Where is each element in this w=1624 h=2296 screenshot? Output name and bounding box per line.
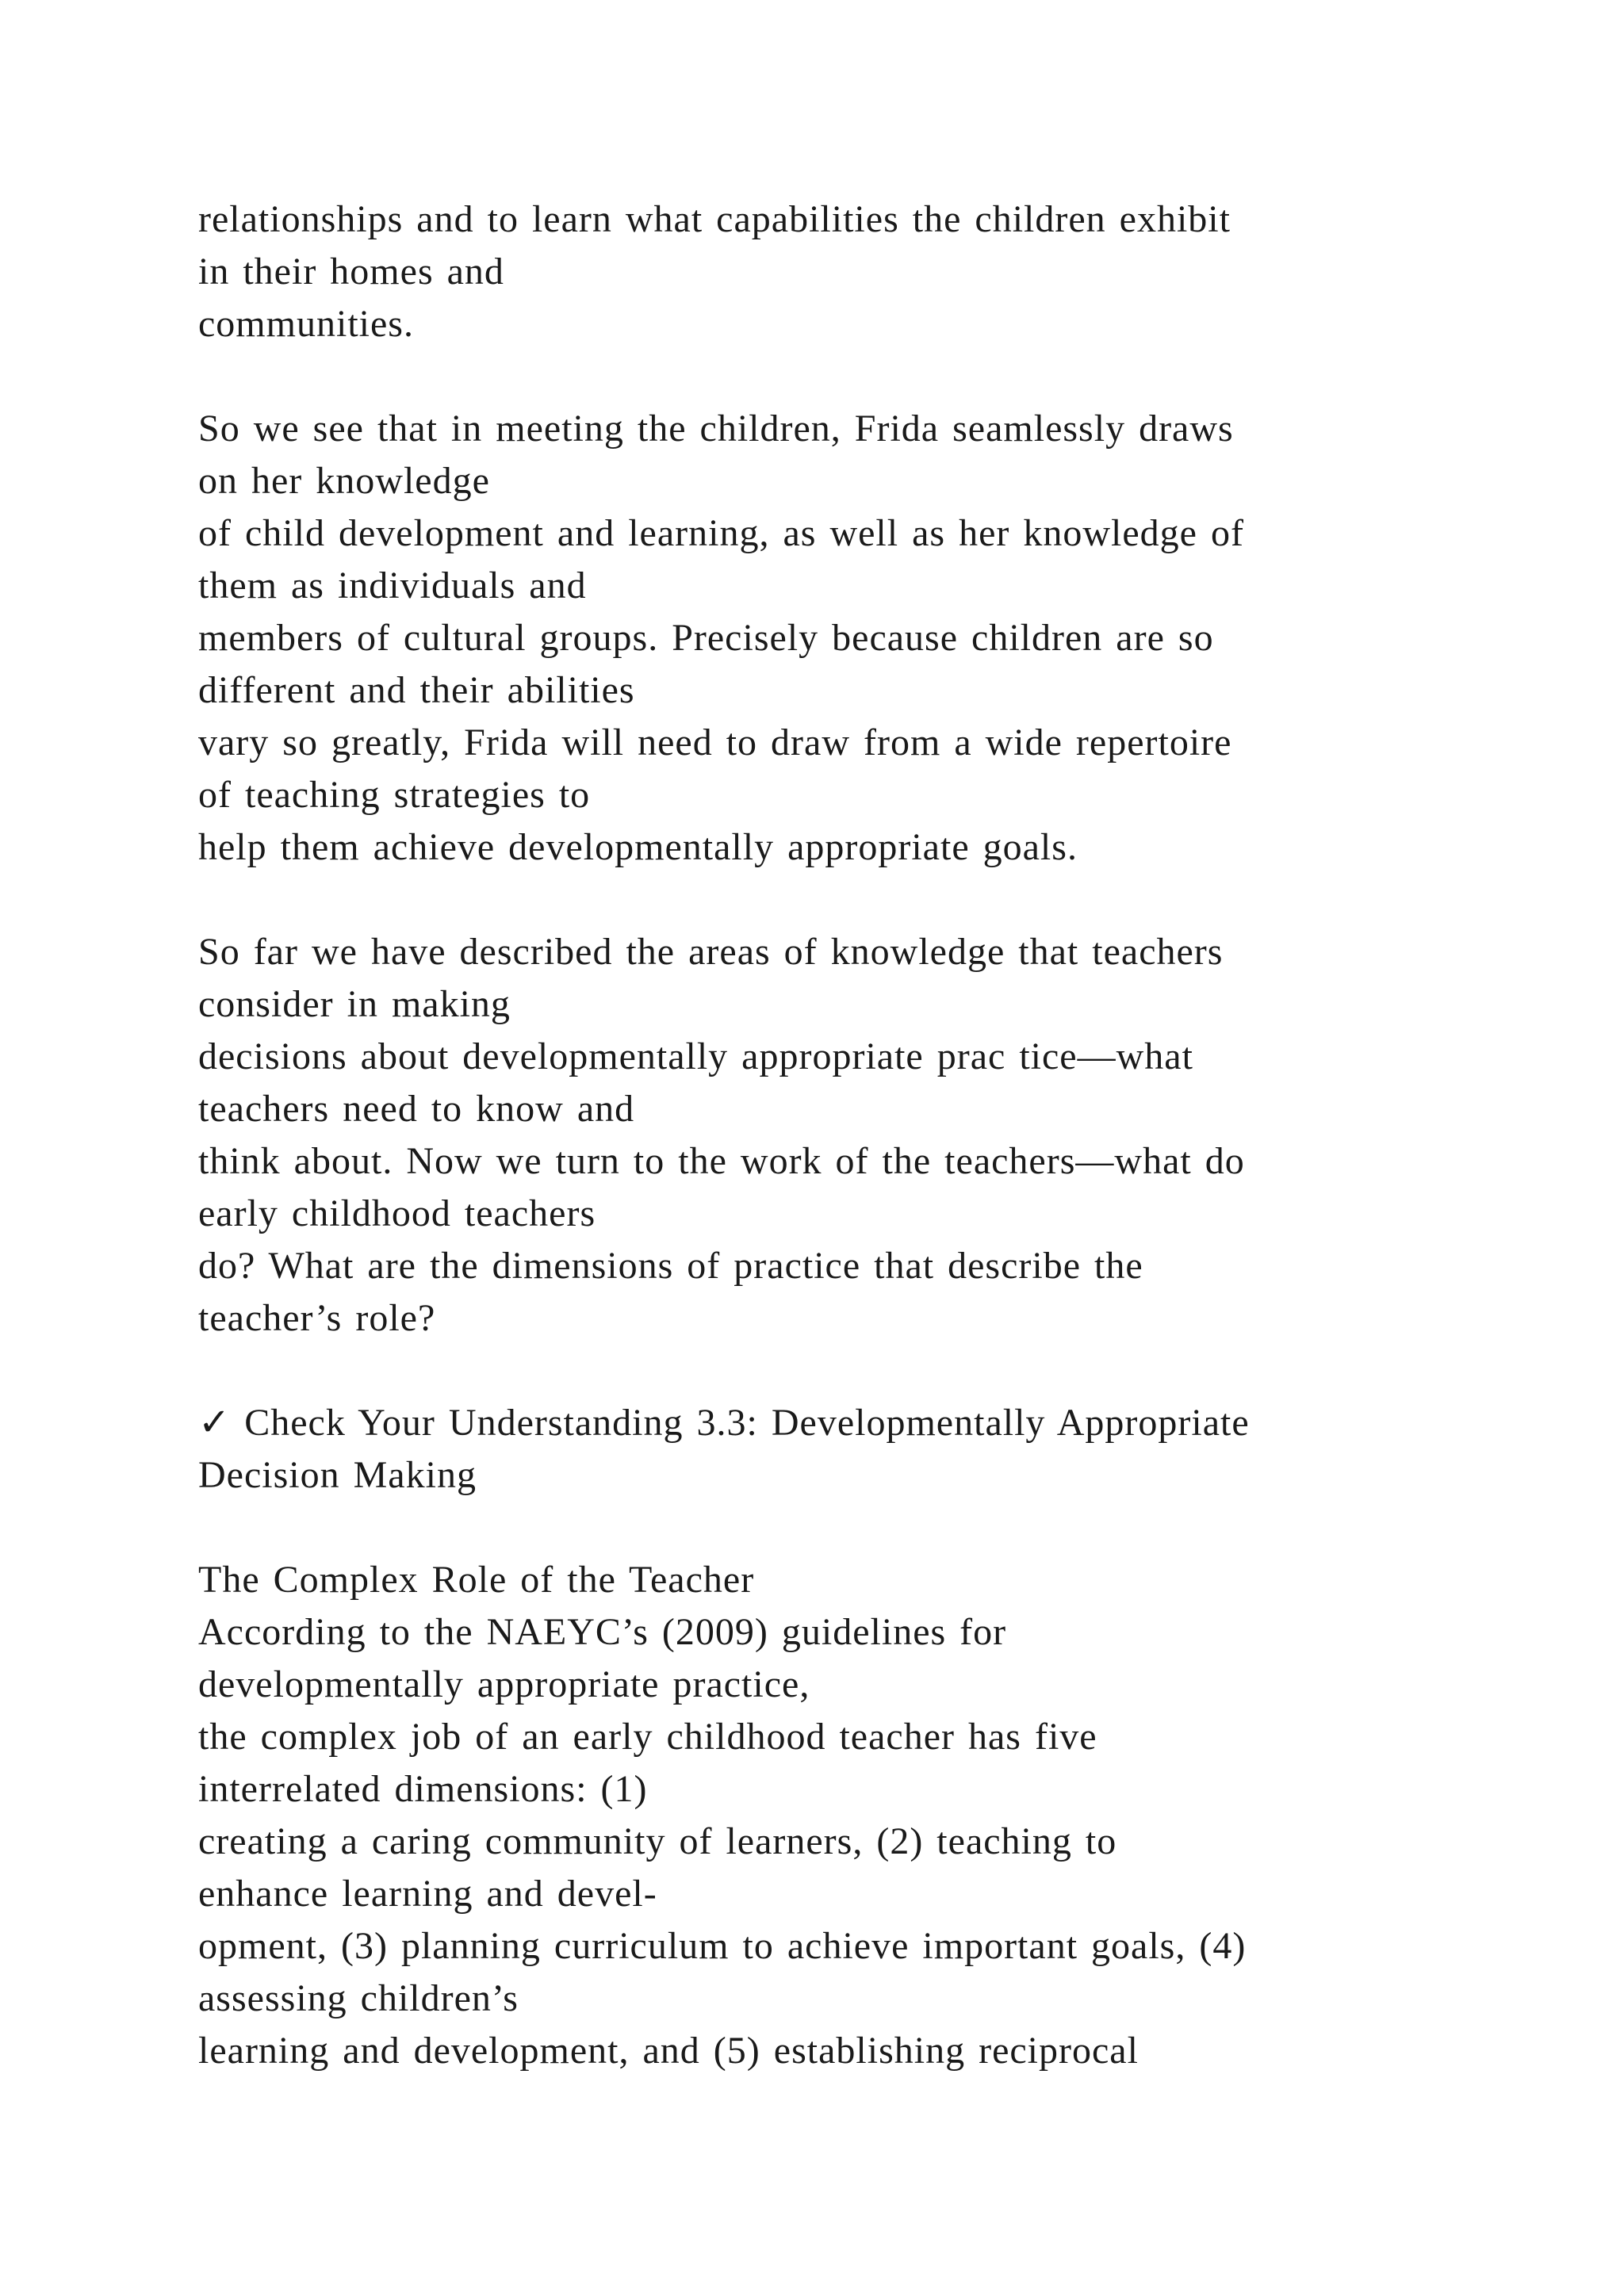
paragraph-gap <box>198 350 1483 403</box>
text-line: on her knowledge <box>198 460 490 502</box>
text-line: communities. <box>198 303 414 345</box>
text-line: opment, (3) planning curriculum to achieve important goals, (4) <box>198 1925 1247 1967</box>
text-line: the complex job of an early childhood teacher has five <box>198 1716 1097 1758</box>
paragraph-gap <box>198 1502 1483 1554</box>
text-line: in their homes and <box>198 251 504 293</box>
text-line: So far we have described the areas of knowledge that teachers <box>198 931 1224 973</box>
text-line: them as individuals and <box>198 564 587 607</box>
text-line: teachers need to know and <box>198 1088 635 1130</box>
text-line: interrelated dimensions: (1) <box>198 1768 648 1810</box>
text-line: early childhood teachers <box>198 1192 596 1234</box>
text-line: vary so greatly, Frida will need to draw from a wide repertoire <box>198 721 1232 763</box>
text-line: help them achieve developmentally appropriate goals. <box>198 826 1078 868</box>
text-line: creating a caring community of learners, (2) teaching to <box>198 1820 1117 1862</box>
paragraph-gap <box>198 874 1483 926</box>
paragraph <box>198 193 1483 350</box>
text-line: Decision Making <box>198 1454 477 1496</box>
text-line: ✓ Check Your Understanding 3.3: Developmentally Appropriate <box>198 1402 1250 1444</box>
paragraph <box>198 1554 1483 2077</box>
text-line: decisions about developmentally appropriate prac tice—what <box>198 1035 1193 1077</box>
paragraph-gap <box>198 1345 1483 1397</box>
text-line: enhance learning and devel- <box>198 1873 657 1915</box>
document-body <box>198 193 1483 2077</box>
text-line: assessing children’s <box>198 1977 519 2019</box>
text-line: teacher’s role? <box>198 1297 436 1339</box>
paragraph <box>198 926 1483 1345</box>
text-line: members of cultural groups. Precisely because children are so <box>198 617 1214 659</box>
text-line: of child development and learning, as well as her knowledge of <box>198 512 1244 554</box>
section-heading: The Complex Role of the Teacher <box>198 1559 755 1601</box>
paragraph <box>198 403 1483 874</box>
check-understanding-heading <box>198 1397 1483 1502</box>
text-line: do? What are the dimensions of practice that describe the <box>198 1245 1143 1287</box>
text-line: According to the NAEYC’s (2009) guidelines for <box>198 1611 1007 1653</box>
text-line: learning and development, and (5) establishing reciprocal <box>198 2030 1139 2072</box>
text-line: of teaching strategies to <box>198 774 591 816</box>
text-line: consider in making <box>198 983 511 1025</box>
text-line: So we see that in meeting the children, Frida seamlessly draws <box>198 408 1234 450</box>
text-line: different and their abilities <box>198 669 635 711</box>
text-line: developmentally appropriate practice, <box>198 1663 810 1705</box>
text-line: think about. Now we turn to the work of the teachers—what do <box>198 1140 1245 1182</box>
text-line: relationships and to learn what capabilities the children exhibit <box>198 198 1231 240</box>
